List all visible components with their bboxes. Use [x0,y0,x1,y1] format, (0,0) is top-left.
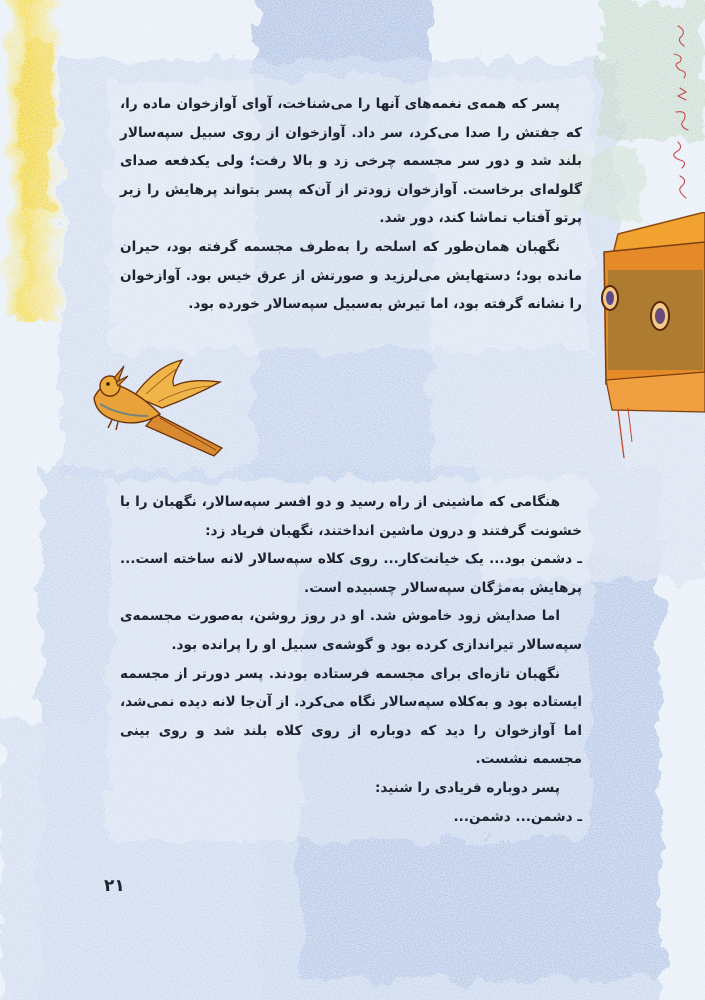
dialogue-line: ـ دشمن بود... یک خیانت‌کار... روی کلاه سپه‌سالار لانه ساخته است... پرهایش به‌مژگان سپه‌سالار چسبیده است. [120,551,582,596]
page-number: ۲۱ [104,876,125,896]
paragraph: پسر دوباره فریادی را شنید: [374,779,560,796]
paragraph: نگهبان همان‌طور که اسلحه را به‌طرف مجسمه گرفته بود، حیران مانده بود؛ دستهایش می‌لرزید و صورتش از عرق خیس بود. آوازخوان را نشانه گرفته بود، اما تیرش به‌سبیل سپه‌سالار خورده بود. [120,238,582,313]
story-text-top [120,90,582,319]
artist-signature-scribble [668,20,698,210]
statue-hat-illustration [598,212,705,462]
paragraph: هنگامی که ماشینی از راه رسید و دو افسر سپه‌سالار، نگهبان را با خشونت گرفتند و درون ماشین انداختند، نگهبان فریاد زد: [120,494,582,539]
dialogue-line: ـ دشمن... دشمن... [453,808,582,825]
paragraph: اما صدایش زود خاموش شد. او در روز روشن، به‌صورت مجسمه‌ی سپه‌سالار تیراندازی کرده بود و گوشه‌ی سبیل او را پرانده بود. [120,608,582,653]
singing-bird-illustration [86,356,228,460]
paragraph: پسر که همه‌ی نغمه‌های آنها را می‌شناخت، آوای آوازخوان ماده را، که جفتش را صدا می‌کرد، سر داد. آوازخوان از روی سبیل سپه‌سالار بلند شد و دور سر مجسمه چرخی زد و بالا رفت؛ ولی یکدفعه صدای گلوله‌ای برخاست. آوازخوان زودتر از آن‌که پسر بتواند پرهایش را زیر پرتو آفتاب تماشا کند، دور شد. [120,96,582,227]
paragraph: نگهبان تازه‌ای برای مجسمه فرستاده بودند. پسر دورتر از مجسمه ایستاده بود و به‌کلاه سپه‌سالار نگاه می‌کرد. از آن‌جا لانه دیده نمی‌شد، اما آوازخوان را دید که دوباره از روی کلاه بلند شد و روی بینی مجسمه نشست. [120,665,582,768]
story-text-bottom [120,488,582,831]
